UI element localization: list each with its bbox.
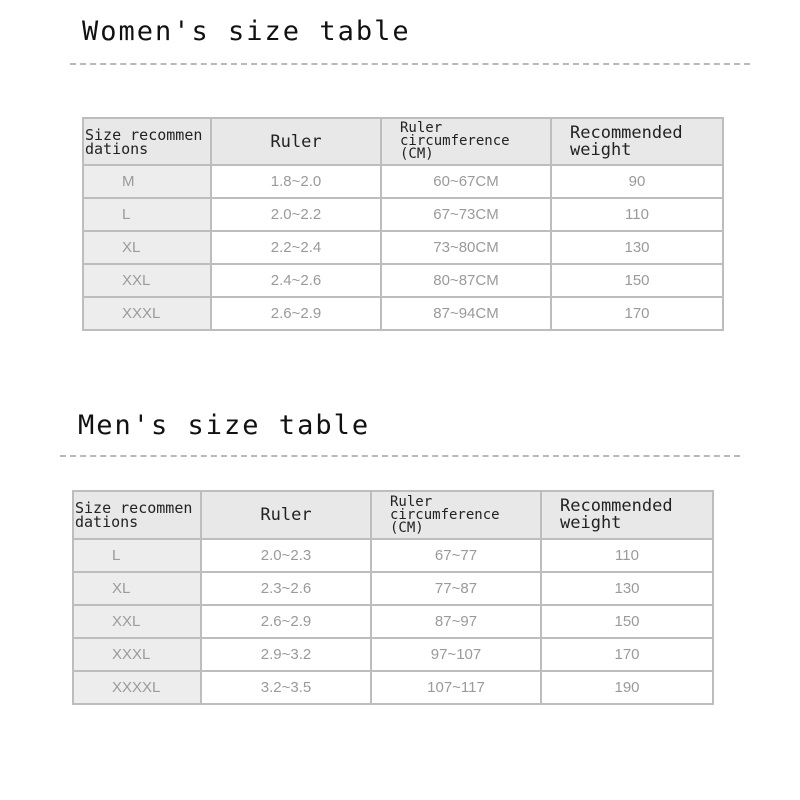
weight-cell: 190: [541, 671, 713, 704]
size-cell: XXXL: [83, 297, 211, 330]
size-cell: XL: [83, 231, 211, 264]
women-header-ruler: Ruler: [211, 118, 381, 165]
table-row: [73, 539, 713, 572]
ruler-cell: 2.6~2.9: [211, 297, 381, 330]
men-header-circumference: Ruler circumference (CM): [371, 491, 541, 539]
women-header-size: Size recommendations: [83, 118, 211, 165]
men-header-ruler: Ruler: [201, 491, 371, 539]
women-title-divider: [70, 63, 750, 65]
circumference-cell: 97~107: [371, 638, 541, 671]
weight-cell: 150: [541, 605, 713, 638]
ruler-cell: 2.4~2.6: [211, 264, 381, 297]
table-row: [73, 671, 713, 704]
table-row: [83, 297, 723, 330]
circumference-cell: 73~80CM: [381, 231, 551, 264]
men-table-body: [73, 539, 713, 704]
ruler-cell: 2.0~2.3: [201, 539, 371, 572]
circumference-cell: 77~87: [371, 572, 541, 605]
ruler-cell: 2.9~3.2: [201, 638, 371, 671]
table-row: [83, 231, 723, 264]
table-row: [73, 572, 713, 605]
ruler-cell: 2.0~2.2: [211, 198, 381, 231]
size-cell: L: [83, 198, 211, 231]
ruler-cell: 2.2~2.4: [211, 231, 381, 264]
weight-cell: 130: [551, 231, 723, 264]
table-row: [73, 638, 713, 671]
circumference-cell: 67~73CM: [381, 198, 551, 231]
women-size-table: [82, 117, 724, 331]
weight-cell: 130: [541, 572, 713, 605]
table-row: [83, 264, 723, 297]
women-table-header-row: [83, 118, 723, 165]
table-row: [83, 165, 723, 198]
size-cell: XL: [73, 572, 201, 605]
men-title-divider: [60, 455, 740, 457]
table-row: [73, 605, 713, 638]
size-cell: XXXL: [73, 638, 201, 671]
ruler-cell: 1.8~2.0: [211, 165, 381, 198]
size-cell: XXL: [83, 264, 211, 297]
men-size-table-title: Men's size table: [78, 410, 371, 441]
circumference-cell: 87~97: [371, 605, 541, 638]
table-row: [83, 198, 723, 231]
weight-cell: 90: [551, 165, 723, 198]
women-table-body: [83, 165, 723, 330]
circumference-cell: 107~117: [371, 671, 541, 704]
size-cell: L: [73, 539, 201, 572]
weight-cell: 110: [541, 539, 713, 572]
weight-cell: 170: [551, 297, 723, 330]
men-header-size: Size recommendations: [73, 491, 201, 539]
size-cell: XXL: [73, 605, 201, 638]
circumference-cell: 80~87CM: [381, 264, 551, 297]
men-table-header-row: [73, 491, 713, 539]
size-cell: M: [83, 165, 211, 198]
circumference-cell: 87~94CM: [381, 297, 551, 330]
weight-cell: 150: [551, 264, 723, 297]
circumference-cell: 67~77: [371, 539, 541, 572]
circumference-cell: 60~67CM: [381, 165, 551, 198]
women-header-weight: Recommended weight: [551, 118, 723, 165]
ruler-cell: 3.2~3.5: [201, 671, 371, 704]
men-header-weight: Recommended weight: [541, 491, 713, 539]
women-header-circumference: Ruler circumference (CM): [381, 118, 551, 165]
women-size-table-title: Women's size table: [82, 16, 411, 47]
size-cell: XXXXL: [73, 671, 201, 704]
ruler-cell: 2.6~2.9: [201, 605, 371, 638]
ruler-cell: 2.3~2.6: [201, 572, 371, 605]
weight-cell: 110: [551, 198, 723, 231]
men-size-table: [72, 490, 714, 705]
weight-cell: 170: [541, 638, 713, 671]
